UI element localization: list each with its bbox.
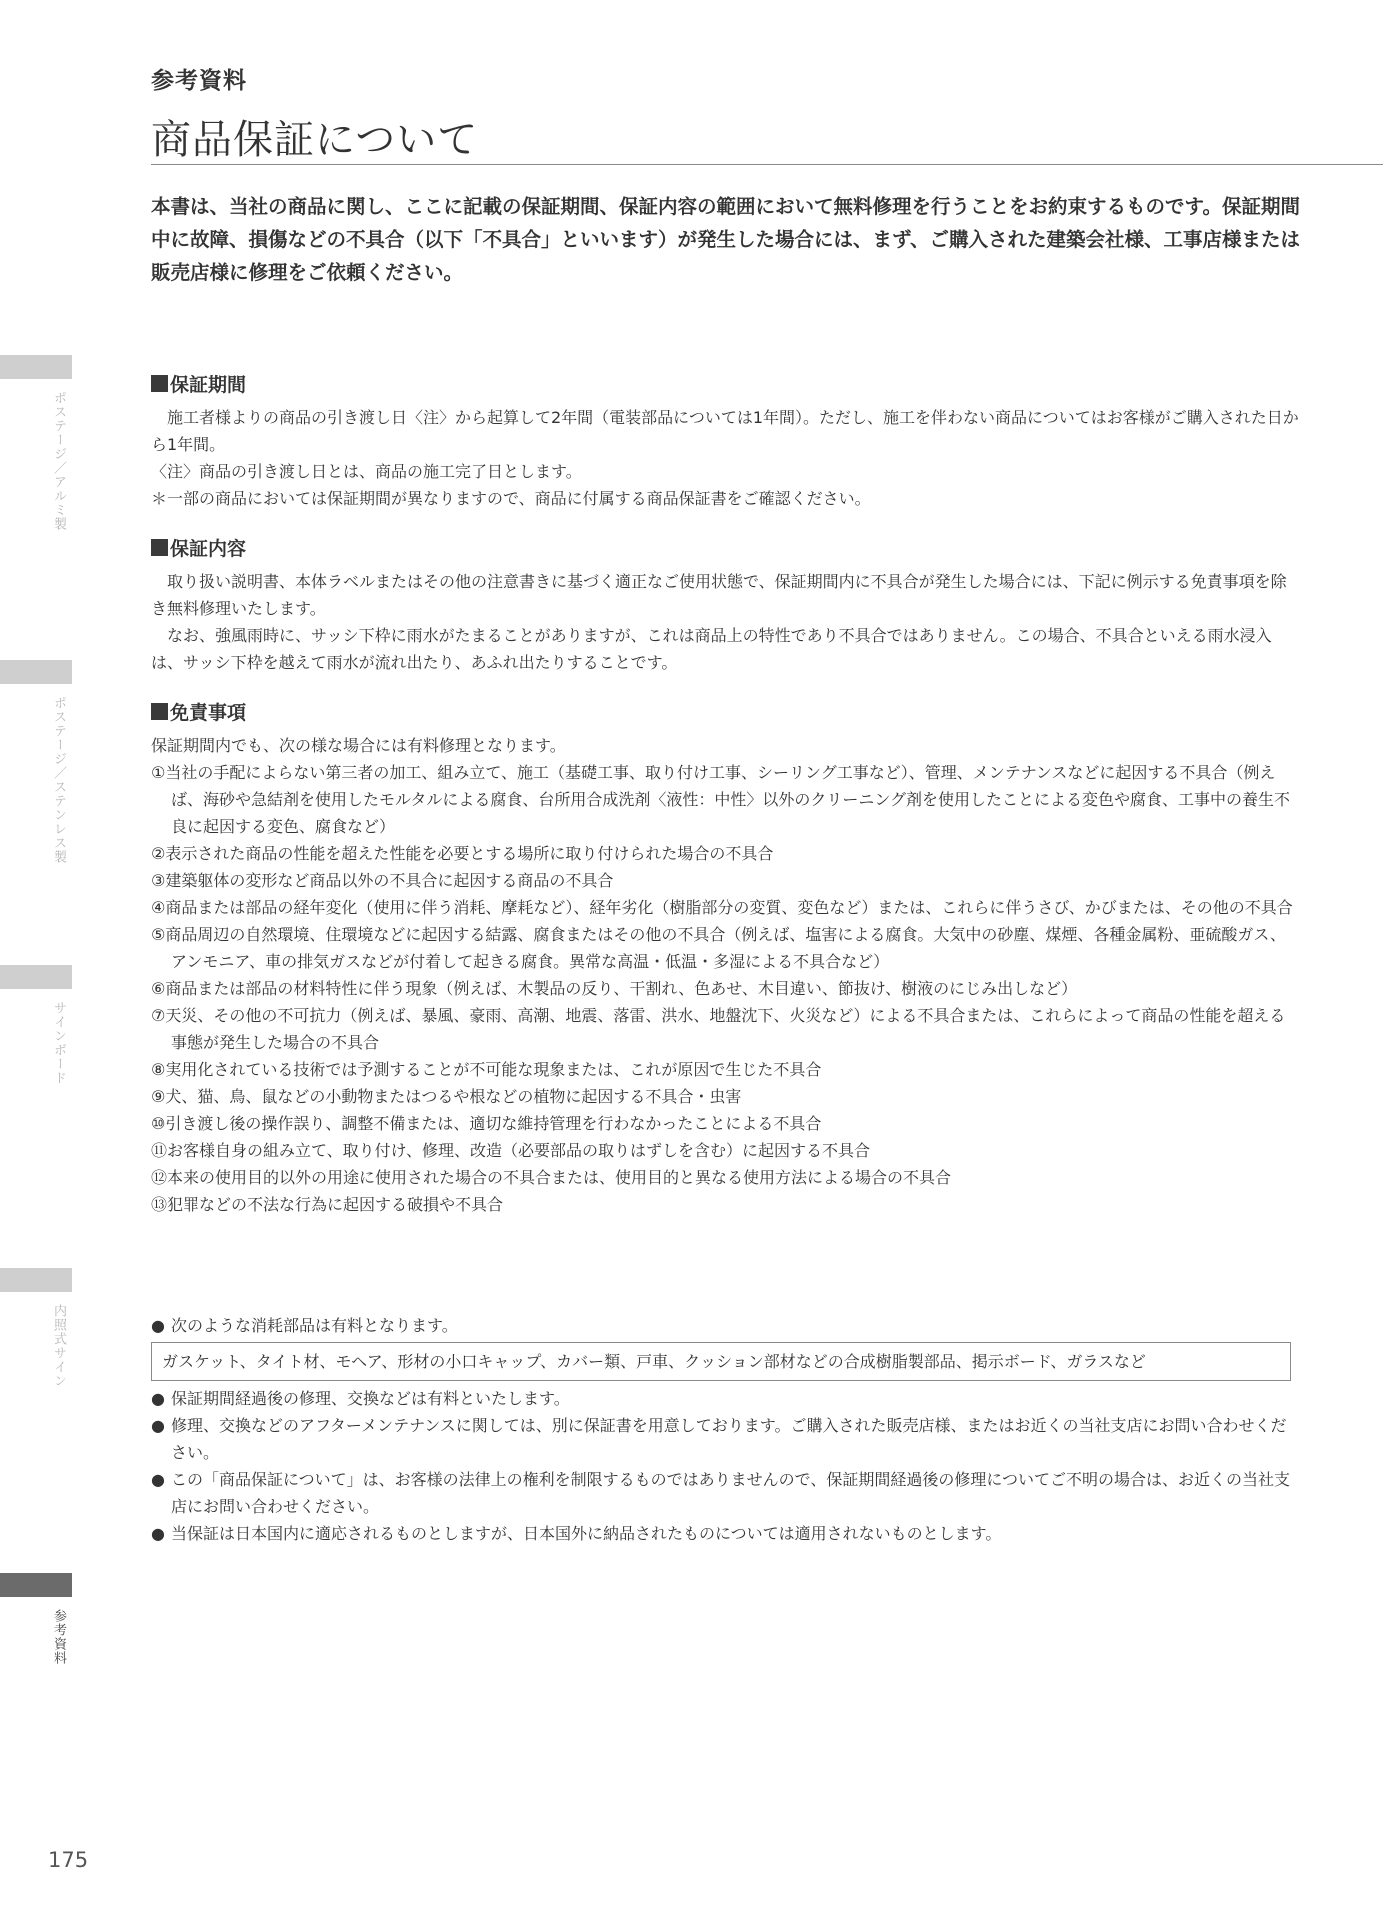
note-item: ● 当保証は日本国内に適応されるものとしますが、日本国外に納品されたものについては適用されないものとします。: [151, 1520, 1301, 1547]
page-number: 175: [48, 1848, 89, 1872]
warranty-period-note: 〈注〉商品の引き渡し日とは、商品の施工完了日とします。: [151, 462, 582, 481]
bullet-dot-icon: ●: [151, 1389, 165, 1408]
warranty-period-heading: 保証期間: [151, 370, 1301, 400]
note-item: ● この「商品保証について」は、お客様の法律上の権利を制限するものではありませんので、保証期間経過後の修理についてご不明の場合は、お近くの当社支店にお問い合わせください。: [151, 1466, 1301, 1520]
consumables-title: ● 次のような消耗部品は有料となります。: [151, 1312, 1301, 1339]
warranty-content-heading: 保証内容: [151, 534, 1301, 564]
intro-paragraph: 本書は、当社の商品に関し、ここに記載の保証期間、保証内容の範囲において無料修理を行うことをお約束するものです。保証期間中に故障、損傷などの不具合（以下「不具合」といいます）が発生した場合には、まず、ご購入された建築会社様、工事店様または販売店様に修理をご依頼ください。: [151, 195, 1300, 284]
side-tab-label: ポステージ／ステンレス製: [51, 696, 66, 864]
side-tab-bar: [0, 1268, 72, 1292]
note-item: ● 修理、交換などのアフターメンテナンスに関しては、別に保証書を用意しております。ご購入された販売店様、またはお近くの当社支店にお問い合わせください。: [151, 1412, 1301, 1466]
list-item: ③建築躯体の変形など商品以外の不具合に起因する商品の不具合: [151, 871, 614, 890]
exemptions-heading: 免責事項: [151, 698, 1301, 728]
list-item: ④商品または部品の経年変化（使用に伴う消耗、摩耗など）、経年劣化（樹脂部分の変質、変色など）または、これらに伴うさび、かびまたは、その他の不具合: [151, 898, 1293, 917]
page-title: 商品保証について: [151, 117, 479, 163]
section-label: 参考資料: [151, 68, 247, 94]
square-bullet-icon: [151, 703, 168, 720]
list-item: ⑥商品または部品の材料特性に伴う現象（例えば、木製品の反り、干割れ、色あせ、木目違い、節抜け、樹液のにじみ出しなど）: [151, 979, 1078, 998]
list-item: ⑩引き渡し後の操作誤り、調整不備または、適切な維持管理を行わなかったことによる不具合: [151, 1114, 822, 1133]
side-tab-label: サインボード: [51, 1001, 66, 1085]
note-item: ● 保証期間経過後の修理、交換などは有料といたします。: [151, 1385, 1301, 1412]
list-item: ⑪お客様自身の組み立て、取り付け、修理、改造（必要部品の取りはずしを含む）に起因する不具合: [151, 1141, 871, 1160]
warranty-content-text: 取り扱い説明書、本体ラベルまたはその他の注意書きに基づく適正なご使用状態で、保証期間内に不具合が発生した場合には、下記に例示する免責事項を除き無料修理いたします。: [151, 572, 1287, 618]
side-tab-label: ポステージ／アルミ製: [51, 391, 66, 531]
list-item: ⑨犬、猫、鳥、鼠などの小動物またはつるや根などの植物に起因する不具合・虫害: [151, 1087, 742, 1106]
warranty-period-section: [151, 370, 1301, 512]
exemptions-intro: 保証期間内でも、次の様な場合には有料修理となります。: [151, 736, 566, 755]
warranty-period-text: 施工者様よりの商品の引き渡し日〈注〉から起算して2年間（電装部品については1年間）。ただし、施工を伴わない商品についてはお客様がご購入された日から1年間。: [151, 408, 1299, 454]
side-index-tabs: [0, 0, 80, 1920]
list-item: ⑧実用化されている技術では予測することが不可能な現象または、これが原因で生じた不具合: [151, 1060, 822, 1079]
list-item: ⑬犯罪などの不法な行為に起因する破損や不具合: [151, 1195, 504, 1214]
side-tab-bar: [0, 355, 72, 379]
side-tab-label: 参考資料: [51, 1609, 66, 1665]
main-content: [151, 370, 1301, 1218]
warranty-content-section: [151, 534, 1301, 676]
list-item: ①当社の手配によらない第三者の加工、組み立て、施工（基礎工事、取り付け工事、シーリング工事など）、管理、メンテナンスなどに起因する不具合（例えば、海砂や急結剤を使用したモルタルによる腐食、台所用合成洗剤〈液性：中性〉以外のクリーニング剤を使用したことによる変色や腐食、工事中の養生不良に起因する変色、腐食など）: [151, 763, 1291, 836]
side-tab-label: 内照式サイン: [51, 1304, 66, 1388]
side-tab-bar: [0, 660, 72, 684]
title-rule: [151, 164, 1383, 165]
warranty-period-remark: ＊一部の商品においては保証期間が異なりますので、商品に付属する商品保証書をご確認ください。: [151, 489, 871, 508]
exemptions-list: [151, 759, 1301, 1218]
list-item: ⑤商品周辺の自然環境、住環境などに起因する結露、腐食またはその他の不具合（例えば、塩害による腐食。大気中の砂塵、煤煙、各種金属粉、亜硫酸ガス、アンモニア、車の排気ガスなどが付着して起きる腐食。異常な高温・低温・多湿による不具合など）: [151, 925, 1286, 971]
list-item: ②表示された商品の性能を超えた性能を必要とする場所に取り付けられた場合の不具合: [151, 844, 774, 863]
square-bullet-icon: [151, 539, 168, 556]
consumables-box: ガスケット、タイト材、モヘア、形材の小口キャップ、カバー類、戸車、クッション部材などの合成樹脂製部品、掲示ボード、ガラスなど: [151, 1342, 1291, 1381]
notes-section: [151, 1312, 1301, 1547]
list-item: ⑫本来の使用目的以外の用途に使用された場合の不具合または、使用目的と異なる使用方法による場合の不具合: [151, 1168, 952, 1187]
bullet-dot-icon: ●: [151, 1416, 165, 1435]
warranty-content-text: なお、強風雨時に、サッシ下枠に雨水がたまることがありますが、これは商品上の特性であり不具合ではありません。この場合、不具合といえる雨水浸入は、サッシ下枠を越えて雨水が流れ出たり、あふれ出たりすることです。: [151, 626, 1272, 672]
bullet-dot-icon: ●: [151, 1524, 165, 1543]
side-tab-bar: [0, 1573, 72, 1597]
square-bullet-icon: [151, 375, 168, 392]
exemptions-section: [151, 698, 1301, 1218]
bullet-dot-icon: ●: [151, 1316, 165, 1335]
side-tab-bar: [0, 965, 72, 989]
bullet-dot-icon: ●: [151, 1470, 165, 1489]
list-item: ⑦天災、その他の不可抗力（例えば、暴風、豪雨、高潮、地震、落雷、洪水、地盤沈下、火災など）による不具合または、これらによって商品の性能を超える事態が発生した場合の不具合: [151, 1006, 1286, 1052]
